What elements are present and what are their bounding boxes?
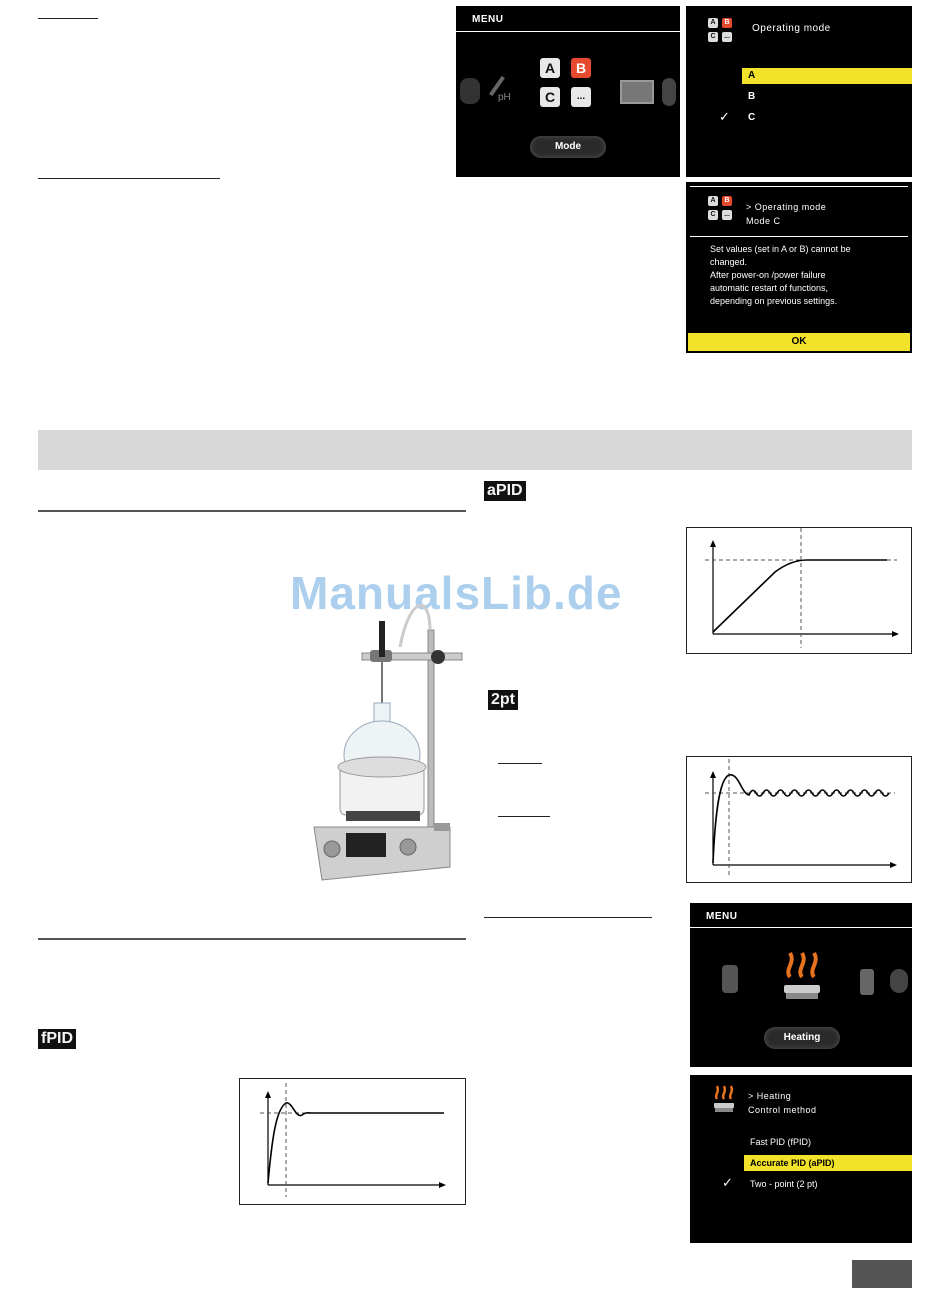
- info-line-3: After power-on /power failure: [710, 270, 826, 280]
- heading-underline-2: [38, 178, 220, 179]
- twopt-chart: [686, 756, 912, 883]
- menu-heating-screen: [690, 903, 912, 1067]
- bottle-icon: [860, 969, 874, 995]
- y-arrow: [265, 1091, 271, 1098]
- mini-tile-more: ...: [722, 32, 732, 42]
- fpid-chart: [239, 1078, 466, 1205]
- glove-icon: [662, 78, 676, 106]
- y-arrow: [710, 771, 716, 778]
- heating-pill[interactable]: Heating: [764, 1027, 840, 1049]
- mini-tile-more: ...: [722, 210, 732, 220]
- checkmark-icon: ✓: [719, 109, 730, 124]
- y-arrow: [710, 540, 716, 547]
- apid-curve: [713, 560, 887, 632]
- menu-title: MENU: [706, 911, 738, 922]
- apid-badge: aPID: [484, 481, 526, 501]
- tile-c[interactable]: C: [540, 87, 560, 107]
- apid-chart: [686, 527, 912, 654]
- subtitle: Mode C: [746, 216, 781, 226]
- mode-c-info-screen: [686, 182, 912, 353]
- option-apid[interactable]: Accurate PID (aPID): [750, 1158, 835, 1168]
- info-line-4: automatic restart of functions,: [710, 283, 829, 293]
- breadcrumb: > Operating mode: [746, 202, 827, 212]
- option-a[interactable]: A: [748, 70, 756, 81]
- heading-underline-3: [484, 917, 652, 918]
- top-divider: [690, 186, 908, 187]
- option-b[interactable]: B: [748, 91, 756, 102]
- tile-b[interactable]: B: [571, 58, 591, 78]
- checkmark-icon: ✓: [722, 1175, 733, 1190]
- sensor-icon: [722, 965, 738, 993]
- control-method-screen: [690, 1075, 912, 1243]
- ph-label: pH: [498, 92, 511, 103]
- x-arrow: [890, 862, 897, 868]
- info-line-2: changed.: [710, 257, 748, 267]
- label-underline-2: [498, 816, 550, 817]
- twopt-curve: [713, 775, 889, 863]
- ok-label: OK: [791, 336, 807, 347]
- header-divider: [690, 236, 908, 237]
- subtitle: Control method: [748, 1105, 817, 1115]
- heating-mini-icon: [712, 1083, 736, 1115]
- mode-pill[interactable]: Mode: [530, 136, 606, 158]
- option-highlight: [742, 68, 912, 84]
- ok-button[interactable]: [688, 333, 910, 351]
- tile-a[interactable]: A: [540, 58, 560, 78]
- section-band: [38, 430, 912, 470]
- mini-tile-b: B: [722, 196, 732, 206]
- option-c[interactable]: C: [748, 112, 756, 123]
- glove-icon: [890, 969, 908, 993]
- left-section-rule-1: [38, 510, 466, 512]
- left-section-rule-2: [38, 938, 466, 940]
- mini-tile-a: A: [708, 196, 718, 206]
- heading-underline-1: [38, 18, 98, 19]
- fpid-badge: fPID: [38, 1029, 76, 1049]
- menu-mode-screen: [456, 6, 680, 177]
- twopt-badge: 2pt: [488, 690, 518, 710]
- screen-title: Operating mode: [752, 23, 831, 34]
- info-line-5: depending on previous settings.: [710, 296, 838, 306]
- breadcrumb: > Heating: [748, 1091, 792, 1101]
- mini-tile-c: C: [708, 210, 718, 220]
- hotplate-illustration: [300, 595, 465, 885]
- option-2pt[interactable]: Two - point (2 pt): [750, 1179, 818, 1189]
- page-number-tab: [852, 1260, 912, 1288]
- watermark: ManualsLib.de: [290, 567, 623, 619]
- x-arrow: [439, 1182, 446, 1188]
- mini-tile-b: B: [722, 18, 732, 28]
- label-underline-1: [498, 763, 542, 764]
- option-fpid[interactable]: Fast PID (fPID): [750, 1137, 812, 1147]
- menu-divider: [456, 31, 680, 32]
- info-line-1: Set values (set in A or B) cannot be: [710, 244, 851, 254]
- mini-tile-c: C: [708, 32, 718, 42]
- tile-more[interactable]: ...: [571, 87, 591, 107]
- stirrer-icon: [460, 78, 480, 104]
- operating-mode-screen: [686, 6, 912, 177]
- heating-icon[interactable]: [782, 947, 822, 1003]
- menu-title: MENU: [472, 14, 504, 25]
- menu-divider: [690, 927, 912, 928]
- mini-tile-a: A: [708, 18, 718, 28]
- display-icon: [620, 80, 654, 104]
- x-arrow: [892, 631, 899, 637]
- fpid-curve: [268, 1103, 444, 1183]
